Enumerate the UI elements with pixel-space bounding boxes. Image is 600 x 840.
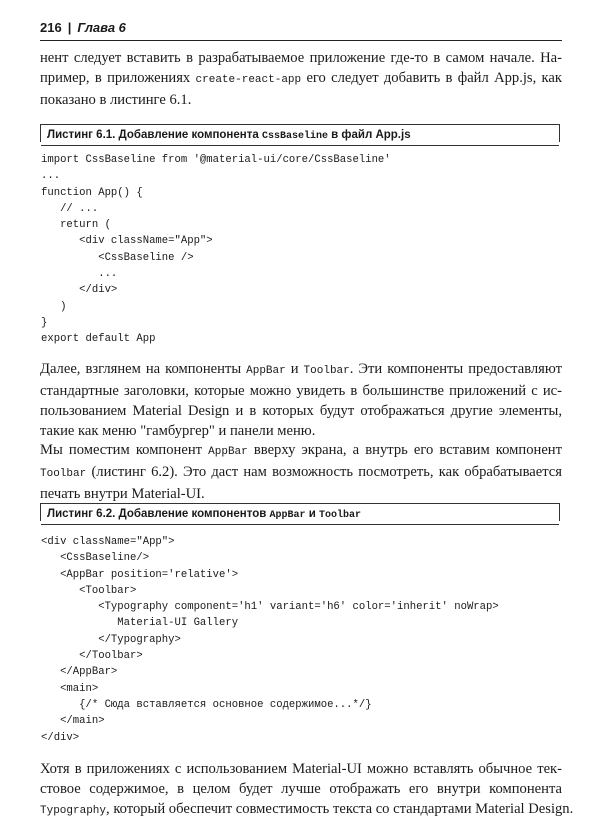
page-header: [40, 20, 560, 35]
listing-6-1-title: Листинг 6.1. Добавление компонента CssBaseline в файл App.js: [40, 124, 560, 142]
listing-6-2-title: Листинг 6.2. Добавление компонентов AppBar и Toolbar: [40, 503, 560, 521]
page-number: 216: [40, 20, 62, 35]
inline-code: create-react-app: [195, 74, 302, 86]
para2-line-4: такие как меню "гамбургер" и панели меню.: [40, 423, 316, 439]
para3-line-3: печать внутри Material-UI.: [40, 486, 205, 502]
chapter-title: Глава 6: [77, 20, 126, 35]
para2-line-3: пользованием Material Design и в которых будут отображаться другие элементы,: [40, 403, 562, 419]
para4-line-2: стовое содержимое, в целом будет лучше отображать его внутри компонента: [40, 781, 562, 797]
paragraph-appbar-toolbar: [40, 440, 562, 504]
para3-line-2: Toolbar (листинг 6.2). Это даст нам возможность посмотреть, как обрабатывается: [40, 464, 562, 480]
para4-line-3: Typography, который обеспечит совместимость текста со стандартами Material Design.: [40, 801, 574, 817]
para1-line-2: пример, в приложениях create-react-app его следует добавить в файл App.js, как: [40, 70, 562, 86]
para1-line-3: показано в листинге 6.1.: [40, 92, 192, 108]
para2-line-1: Далее, взглянем на компоненты AppBar и Toolbar. Эти компоненты предоставляют: [40, 361, 562, 377]
header-rule: [40, 40, 562, 41]
listing-6-1-code: import CssBaseline from '@material-ui/core/CssBaseline' ... function App() { // ... return ( <div className="App"> <CssBaseline /> ... </div> ) } export default App: [41, 154, 391, 346]
paragraph-typography: [40, 759, 574, 821]
listing-6-2-code: <div className="App"> <CssBaseline/> <AppBar position='relative'> <Toolbar> <Typography component='h1' variant='h6' color='inherit' noWrap> Material-UI Gallery </Typography> </Toolbar> </AppBar> <main> {/* Сюда вставляется основное содержимое...*/} </main> </div>: [41, 536, 499, 744]
para4-line-1: Хотя в приложениях с использованием Material-UI можно вставлять обычное тек-: [40, 761, 562, 777]
header-separator: |: [67, 20, 72, 35]
para3-line-1: Мы поместим компонент AppBar вверху экрана, а внутрь его вставим компонент: [40, 442, 562, 458]
para2-line-2: стандартные заголовки, которые можно увидеть в большинстве приложений с ис-: [40, 383, 562, 399]
para1-line-1: нент следует вставить в разрабатываемое приложение где-то в самом начале. На-: [40, 50, 562, 66]
paragraph-appbar-intro: [40, 359, 562, 441]
paragraph-intro: [40, 48, 562, 110]
